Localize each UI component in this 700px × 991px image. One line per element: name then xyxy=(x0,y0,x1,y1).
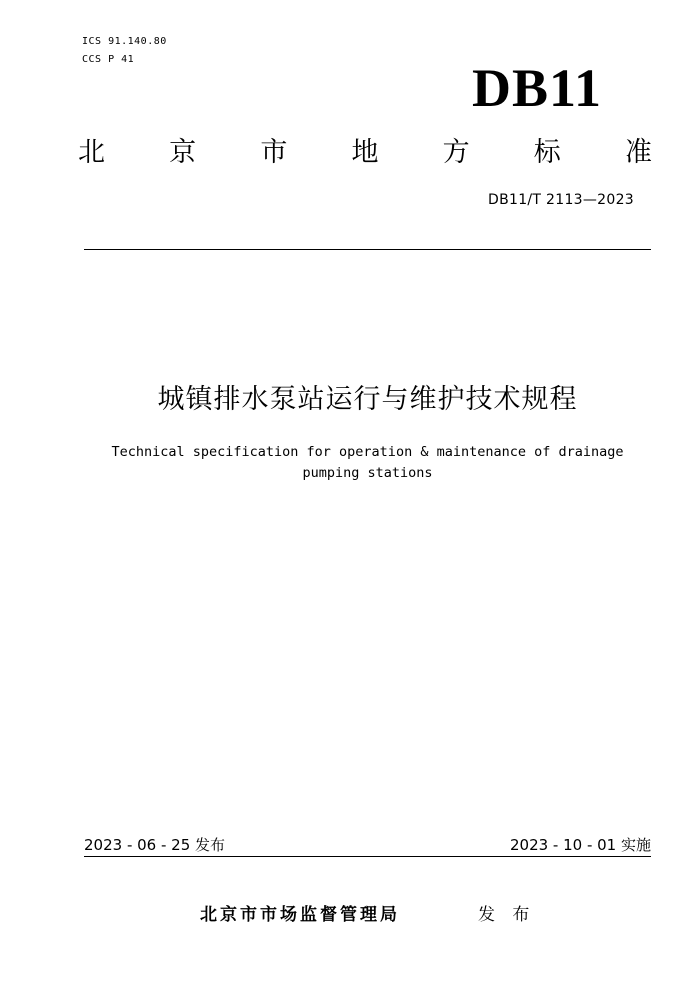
document-title-english-line2: pumping stations xyxy=(302,465,433,481)
publish-label: 发 布 xyxy=(478,905,536,925)
ics-code: ICS 91.140.80 xyxy=(82,36,167,47)
standard-type-heading xyxy=(78,133,652,173)
standard-type-char: 地 xyxy=(351,137,379,168)
standard-type-char: 标 xyxy=(533,137,561,168)
db-logo: DB11 xyxy=(471,58,602,118)
document-title-chinese: 城镇排水泵站运行与维护技术规程 xyxy=(157,384,578,415)
ccs-code: CCS P 41 xyxy=(82,54,135,65)
standard-type-char: 准 xyxy=(624,137,652,168)
publisher-name: 北京市市场监督管理局 xyxy=(200,905,400,925)
standard-type-char: 北 xyxy=(78,137,105,168)
standard-type-char: 市 xyxy=(260,137,288,168)
implementation-date: 2023 - 10 - 01 实施 xyxy=(509,836,651,854)
issue-date: 2023 - 06 - 25 发布 xyxy=(84,836,226,854)
standard-type-char: 京 xyxy=(169,137,197,168)
bottom-divider xyxy=(84,856,651,857)
standard-type-char: 方 xyxy=(442,137,470,168)
document-title-english-line1: Technical specification for operation & maintenance of drainage xyxy=(111,444,624,460)
top-divider xyxy=(84,249,651,250)
standard-number: DB11/T 2113—2023 xyxy=(488,192,634,208)
